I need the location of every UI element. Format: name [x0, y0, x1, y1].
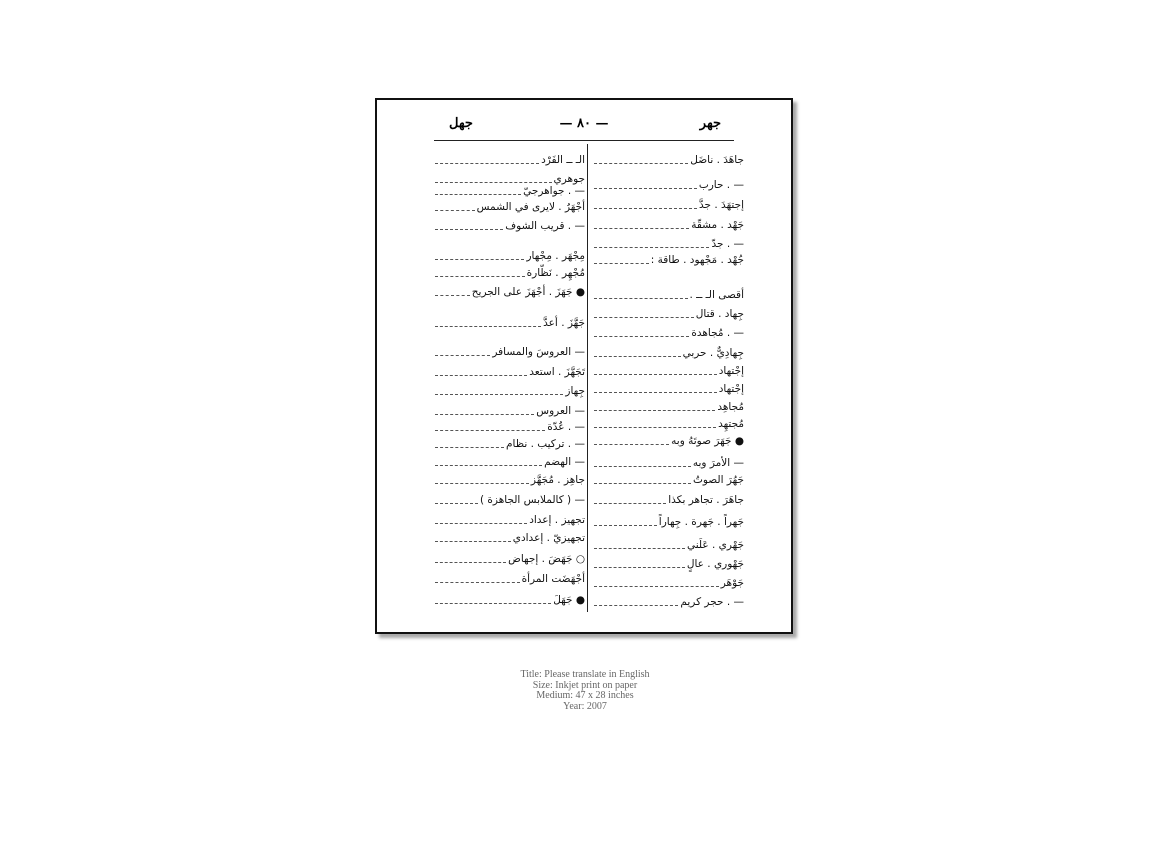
entry-text: جِهاد . قتال — [695, 308, 744, 320]
dotted-answer-line — [435, 414, 534, 415]
dotted-answer-line — [435, 541, 511, 542]
dictionary-entry — [435, 469, 585, 487]
dotted-answer-line — [594, 444, 669, 445]
entry-text: جَهَّزَ . أعدَّ — [543, 317, 585, 329]
caption-title: Title: Please translate in English — [520, 669, 650, 680]
dotted-answer-line — [435, 210, 475, 211]
entry-text: — ( كالملابس الجاهزة ) — [479, 494, 585, 506]
header-rule — [434, 140, 734, 141]
dictionary-entry — [594, 572, 744, 590]
entry-text: ● جَهَزَ . أجْهَزَ على الجريح — [471, 286, 585, 298]
dotted-answer-line — [594, 392, 717, 393]
entry-text: — الهضم — [544, 456, 585, 468]
dotted-answer-line — [435, 375, 527, 376]
entry-text: الـ ــ الفَرْد — [541, 154, 585, 166]
dotted-answer-line — [594, 356, 681, 357]
dictionary-entry — [594, 430, 744, 448]
entry-text: جَهْد . مشقّة — [691, 219, 744, 231]
dictionary-entry — [435, 262, 585, 280]
dotted-answer-line — [435, 229, 503, 230]
dictionary-entry — [435, 433, 585, 451]
dictionary-entry — [594, 591, 744, 609]
entry-text: مُجْهِر . نَظّارة — [526, 267, 585, 279]
dotted-answer-line — [435, 430, 545, 431]
dictionary-entry — [435, 341, 585, 359]
dotted-answer-line — [594, 427, 716, 428]
dotted-answer-line — [435, 603, 551, 604]
entry-text: ○ جَهَضَ . إجهاض — [508, 553, 585, 565]
entry-text: ● جَهَلَ — [553, 594, 585, 606]
entry-text: — . عُدّة — [547, 421, 585, 433]
entry-text: — . جدّ — [711, 238, 744, 250]
dictionary-entry — [594, 284, 744, 302]
entry-text: إجْتهاد — [718, 383, 744, 395]
entry-text: أجْهَرُ . لايرى في الشمس — [476, 201, 585, 213]
entry-text: جَهْوري . عالٍ — [686, 558, 744, 570]
column-divider — [587, 144, 588, 612]
entry-text: جِهادِيٌّ . حربي — [682, 347, 744, 359]
dotted-answer-line — [435, 483, 529, 484]
dictionary-entry — [435, 361, 585, 379]
dictionary-entry — [435, 312, 585, 330]
dotted-answer-line — [594, 605, 678, 606]
dictionary-entry — [594, 303, 744, 321]
entry-text: أجْهَضَت المرأة — [521, 573, 585, 585]
dictionary-entry — [435, 509, 585, 527]
dictionary-entry — [435, 548, 585, 566]
dictionary-entry — [594, 378, 744, 396]
dictionary-entry — [594, 469, 744, 487]
dotted-answer-line — [435, 523, 527, 524]
dictionary-entry — [594, 452, 744, 470]
dictionary-entry — [594, 214, 744, 232]
caption-size: Size: Inkjet print on paper — [532, 679, 638, 691]
document-page-frame — [375, 98, 793, 634]
entry-text: جاهَرَ . تجاهر بكذا — [668, 494, 744, 506]
dotted-answer-line — [435, 295, 470, 296]
dictionary-entry — [435, 568, 585, 586]
dotted-answer-line — [594, 503, 666, 504]
entry-text: — العروسَ والمسافر — [492, 346, 585, 358]
dictionary-entry — [435, 380, 585, 398]
dotted-answer-line — [594, 410, 715, 411]
dotted-answer-line — [435, 582, 520, 583]
entry-text: مِجْهَر . مِجْهار — [526, 250, 585, 262]
dotted-answer-line — [594, 525, 657, 526]
page-header — [377, 116, 791, 138]
entry-text: جاهَدَ . ناضَل — [690, 154, 744, 166]
dictionary-entry — [435, 196, 585, 214]
dotted-answer-line — [435, 394, 563, 395]
dictionary-entry — [435, 416, 585, 434]
dotted-answer-line — [435, 194, 521, 195]
entry-text: جاهِز . مُجَهَّز — [530, 474, 585, 486]
dictionary-entry — [435, 527, 585, 545]
entry-text: — . جواهرجيّ — [523, 185, 585, 197]
dotted-answer-line — [594, 247, 709, 248]
dotted-answer-line — [435, 465, 542, 466]
entry-text: إجتهَدَ . جدَّ — [699, 199, 744, 211]
entry-text: جَوْهَر — [720, 577, 744, 589]
entry-text: إجْتهاد — [718, 365, 744, 377]
dictionary-entry — [594, 511, 744, 529]
entry-text: جَهُرَ الصوتُ — [693, 474, 744, 486]
entry-text: ● جَهَرَ صوتَهُ وبه — [671, 435, 744, 447]
dictionary-page — [377, 100, 791, 632]
header-right-word: جهر — [699, 116, 721, 131]
entry-text: — . قريب الشوف — [505, 220, 585, 232]
dictionary-entry — [594, 249, 744, 267]
dictionary-entry — [435, 149, 585, 167]
header-left-word: جهل — [449, 116, 473, 131]
dotted-answer-line — [594, 374, 717, 375]
entry-text: جَهراً . جَهرة . جِهاراً — [658, 516, 744, 528]
dotted-answer-line — [435, 163, 539, 164]
dictionary-entry — [435, 489, 585, 507]
dictionary-entry — [594, 322, 744, 340]
entry-text: — . مُجاهدة — [691, 327, 744, 339]
dotted-answer-line — [435, 503, 478, 504]
entry-text: أقصى الـ ــ . — [689, 289, 744, 301]
dictionary-entry — [594, 534, 744, 552]
dictionary-entry — [594, 553, 744, 571]
entry-text: جِهاز — [565, 385, 585, 397]
entry-text: جُهْد . مَجْهود . طاقة : — [650, 254, 744, 266]
dotted-answer-line — [594, 188, 697, 189]
dictionary-entry — [435, 589, 585, 607]
entry-text: — . تركيب . نظام — [506, 438, 585, 450]
dotted-answer-line — [594, 483, 691, 484]
caption — [0, 670, 1170, 712]
entry-text: جوهري — [553, 173, 585, 185]
dotted-answer-line — [435, 447, 504, 448]
entry-text: جَهْري . عَلَني — [686, 539, 744, 551]
dotted-answer-line — [594, 317, 694, 318]
dictionary-entry — [594, 360, 744, 378]
dictionary-entry — [435, 281, 585, 299]
dictionary-entry — [594, 396, 744, 414]
dictionary-entry — [594, 342, 744, 360]
entry-text: — العروس — [536, 405, 585, 417]
entry-text: تجهيز . إعداد — [529, 514, 585, 526]
entry-text: تجهيزيّ . إعدادي — [512, 532, 585, 544]
dictionary-entry — [594, 489, 744, 507]
dictionary-entry — [435, 451, 585, 469]
dotted-answer-line — [594, 228, 689, 229]
dotted-answer-line — [435, 326, 541, 327]
dotted-answer-line — [594, 336, 689, 337]
dotted-answer-line — [594, 263, 649, 264]
dictionary-entry — [594, 174, 744, 192]
entry-text: — . حارب — [698, 179, 744, 191]
entry-text: مُجتهِد — [718, 418, 744, 430]
dictionary-entry — [594, 194, 744, 212]
entry-text: تَجَهَّزَ . استعد — [529, 366, 585, 378]
dotted-answer-line — [435, 276, 525, 277]
dotted-answer-line — [435, 355, 490, 356]
dotted-answer-line — [594, 567, 685, 568]
entry-text: — . حجر كريم — [680, 596, 744, 608]
dotted-answer-line — [435, 259, 524, 260]
dictionary-entry — [594, 149, 744, 167]
dotted-answer-line — [594, 466, 691, 467]
dictionary-entry — [594, 413, 744, 431]
entry-text: — الأمرَ وبه — [692, 457, 744, 469]
dotted-answer-line — [594, 586, 719, 587]
entry-text: مُجاهِد — [717, 401, 744, 413]
dotted-answer-line — [594, 548, 685, 549]
dotted-answer-line — [594, 298, 688, 299]
dotted-answer-line — [594, 163, 688, 164]
dotted-answer-line — [435, 562, 506, 563]
page-number: — ٨٠ — — [559, 116, 609, 131]
dotted-answer-line — [594, 208, 697, 209]
dictionary-entry — [435, 215, 585, 233]
caption-medium: Medium: 47 x 28 inches — [536, 690, 634, 701]
caption-year: Year: 2007 — [563, 700, 607, 712]
dictionary-entry — [435, 245, 585, 263]
